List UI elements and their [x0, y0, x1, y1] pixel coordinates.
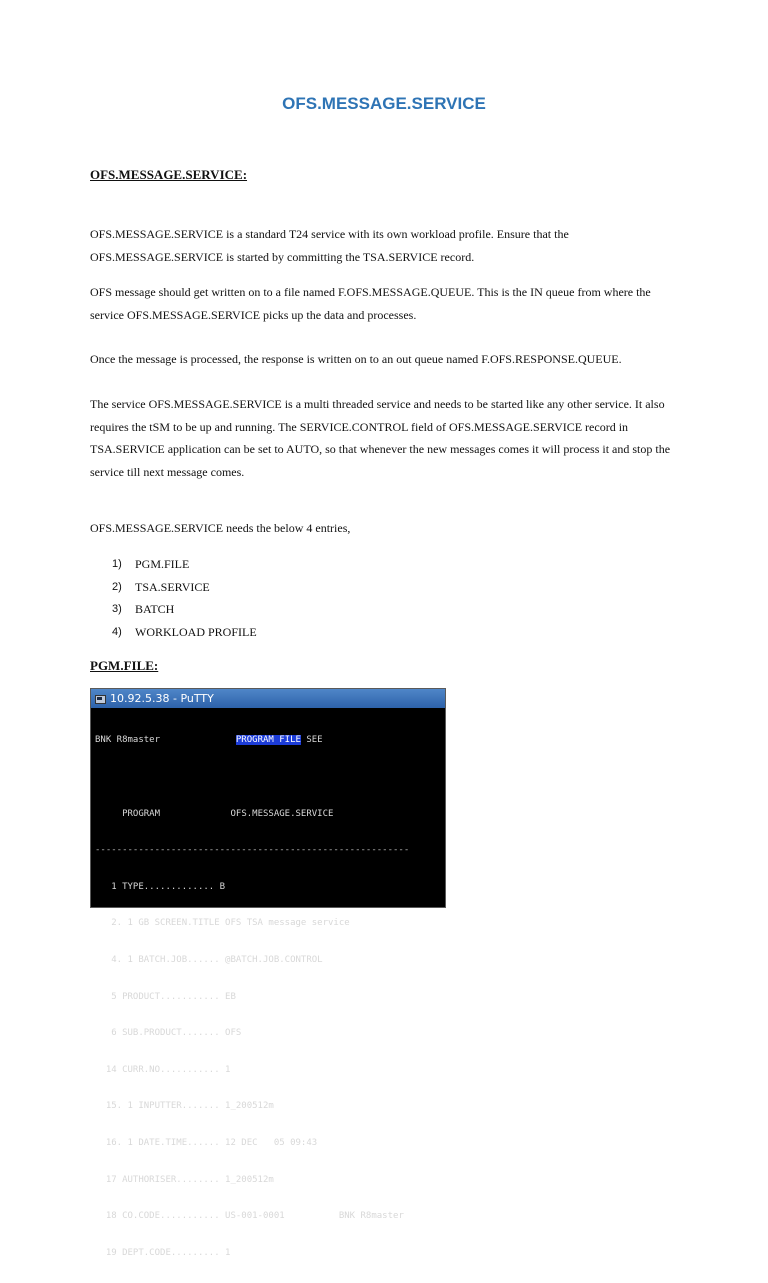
list-item — [90, 553, 257, 576]
list-label: BATCH — [135, 602, 175, 616]
terminal-field-row — [95, 1027, 441, 1039]
field-label: 2. 1 GB SCREEN.TITLE — [95, 918, 226, 929]
terminal-field-row — [95, 881, 441, 893]
putty-screenshot — [90, 688, 446, 1258]
field-label: 19 DEPT.CODE......... — [95, 1247, 226, 1258]
terminal-key-row — [95, 808, 441, 820]
field-value: B — [219, 881, 226, 892]
field-value: 1 — [225, 1247, 231, 1258]
putty-window-title: 10.92.5.38 - PuTTY — [110, 692, 214, 705]
terminal-field-row — [95, 1137, 441, 1149]
terminal-header-row — [95, 734, 441, 746]
field-value: 12 DEC 05 09:43 — [225, 1137, 318, 1148]
field-label: 16. 1 DATE.TIME...... — [95, 1137, 226, 1148]
terminal-key-value: OFS.MESSAGE.SERVICE — [230, 808, 334, 819]
terminal-action: SEE — [306, 735, 323, 746]
putty-app-icon — [94, 693, 106, 705]
list-number: 3) — [112, 603, 122, 615]
list-label: TSA.SERVICE — [135, 579, 210, 594]
list-number: 4) — [112, 625, 122, 638]
document-title: OFS.MESSAGE.SERVICE — [282, 94, 486, 113]
field-label: 17 AUTHORISER........ — [95, 1174, 226, 1185]
field-value: US-001-0001 BNK R8master — [225, 1211, 404, 1222]
terminal-field-row — [95, 1174, 441, 1186]
list-item — [90, 621, 257, 644]
list-item — [90, 598, 257, 621]
list-label: WORKLOAD PROFILE — [135, 624, 257, 639]
field-value: 1 — [225, 1064, 231, 1075]
field-value: 1_200512m — [225, 1101, 274, 1112]
putty-titlebar — [91, 689, 445, 708]
field-value: OFS TSA message service — [225, 918, 350, 929]
field-label: 18 CO.CODE........... — [95, 1211, 226, 1222]
section-heading: OFS.MESSAGE.SERVICE: — [90, 167, 248, 182]
terminal-separator: ---------------------------------------------------------- — [95, 845, 410, 856]
field-label: 1 TYPE............. — [95, 881, 220, 892]
paragraph-intro: OFS.MESSAGE.SERVICE is a standard T24 service with its own workload profile. Ensure that the OFS.MESSAGE.SERVICE is started by committing the TSA.SERVICE record. — [90, 227, 569, 264]
field-label: 14 CURR.NO........... — [95, 1064, 226, 1075]
field-label: 15. 1 INPUTTER....... — [95, 1101, 226, 1112]
list-number: 1) — [112, 558, 122, 570]
terminal-field-row — [95, 1210, 441, 1222]
terminal-key-label: PROGRAM — [122, 808, 161, 819]
list-number: 2) — [112, 580, 122, 593]
field-value: 1_200512m — [225, 1174, 274, 1185]
paragraph-in-queue: OFS message should get written on to a file named F.OFS.MESSAGE.QUEUE. This is the IN queue from where the service OFS.MESSAGE.SERVICE picks up the data and processes. — [90, 285, 651, 322]
list-label: PGM.FILE — [135, 557, 190, 571]
terminal-company: BNK R8master — [95, 735, 161, 746]
paragraph-multithread: The service OFS.MESSAGE.SERVICE is a multi threaded service and needs to be started like any other service. It also requires the tSM to be up and running. The SERVICE.CONTROL field of OFS.MESSAGE.SERVICE record in TSA.SERVICE application can be set to AUTO, so that whenever the new messages comes it will process it and stop the service till next message comes. — [90, 397, 671, 479]
paragraph-out-queue: Once the message is processed, the response is written on to an out queue named F.OFS.RESPONSE.QUEUE. — [90, 352, 622, 366]
terminal-field-row — [95, 1064, 441, 1076]
terminal-field-row — [95, 917, 441, 929]
field-value: OFS — [225, 1028, 242, 1039]
terminal-field-row — [95, 954, 441, 966]
terminal-mode-badge: PROGRAM FILE — [235, 735, 301, 746]
pgm-file-heading: PGM.FILE: — [90, 658, 159, 673]
paragraph-entries-intro: OFS.MESSAGE.SERVICE needs the below 4 entries, — [90, 521, 351, 535]
terminal-field-row — [95, 991, 441, 1003]
terminal-field-row — [95, 1100, 441, 1112]
terminal-field-row — [95, 1247, 441, 1259]
terminal-screen — [91, 708, 445, 1283]
field-value: @BATCH.JOB.CONTROL — [225, 954, 323, 965]
field-label: 5 PRODUCT........... — [95, 991, 226, 1002]
entries-list — [90, 553, 257, 643]
list-item — [90, 576, 257, 599]
field-value: EB — [225, 991, 236, 1002]
field-label: 4. 1 BATCH.JOB...... — [95, 954, 226, 965]
field-label: 6 SUB.PRODUCT....... — [95, 1028, 226, 1039]
